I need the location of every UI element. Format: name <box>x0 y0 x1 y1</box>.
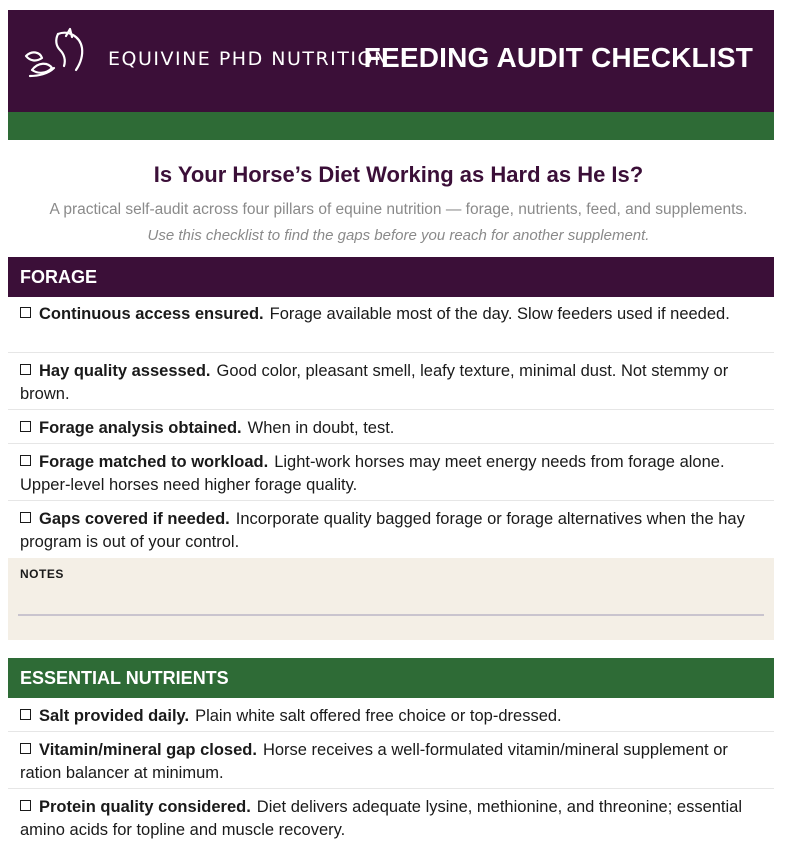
header-stripe <box>8 112 774 140</box>
item-text: Good color, pleasant smell, leafy texture, minimal dust. Not stemmy or brown. <box>20 362 729 403</box>
checkbox-icon[interactable] <box>20 800 31 811</box>
checklist-item <box>8 357 774 410</box>
checkbox-icon[interactable] <box>20 307 31 318</box>
notes-box[interactable] <box>8 558 774 640</box>
item-text: Forage available most of the day. Slow feeders used if needed. <box>269 305 730 323</box>
checklist-item <box>8 736 774 789</box>
item-lead: Gaps covered if needed. <box>39 510 230 528</box>
item-text: Plain white salt offered free choice or top-dressed. <box>195 707 562 725</box>
subheadline: A practical self-audit across four pillars of equine nutrition — forage, nutrients, feed, and supplements. <box>49 201 748 218</box>
headline: Is Your Horse’s Diet Working as Hard as He Is? <box>153 162 644 187</box>
intro-note: Use this checklist to find the gaps before you reach for another supplement. <box>147 227 650 244</box>
item-text: Light-work horses may meet energy needs from forage alone. Upper-level horses need higher forage quality. <box>20 453 725 494</box>
item-lead: Vitamin/mineral gap closed. <box>39 741 257 759</box>
horse-head-leaf-logo-icon <box>22 26 92 82</box>
checklist-item <box>8 793 774 846</box>
item-lead: Forage analysis obtained. <box>39 419 242 437</box>
checklist-item <box>8 414 774 444</box>
item-text: Incorporate quality bagged forage or forage alternatives when the hay program is out of your control. <box>20 510 745 551</box>
item-lead: Protein quality considered. <box>39 798 251 816</box>
notes-label: NOTES <box>20 567 64 581</box>
notes-writing-line <box>18 614 764 616</box>
item-text: When in doubt, test. <box>247 419 395 437</box>
document-title: FEEDING AUDIT CHECKLIST <box>363 42 753 73</box>
checklist-item <box>8 505 774 558</box>
item-lead: Continuous access ensured. <box>39 305 264 323</box>
checkbox-icon[interactable] <box>20 364 31 375</box>
item-lead: Salt provided daily. <box>39 707 190 725</box>
item-lead: Forage matched to workload. <box>39 453 269 471</box>
checkbox-icon[interactable] <box>20 743 31 754</box>
checkbox-icon[interactable] <box>20 709 31 720</box>
item-text: Diet delivers adequate lysine, methionine, and threonine; essential amino acids for topline and muscle recovery. <box>20 798 743 839</box>
brand-name: EQUIVINE PHD NUTRITION <box>108 48 390 70</box>
item-text: Horse receives a well-formulated vitamin/mineral supplement or ration balancer at minimum. <box>20 741 728 782</box>
checklist-item <box>8 702 774 732</box>
checklist-item <box>8 448 774 501</box>
section-header-forage: FORAGE <box>8 257 774 297</box>
section-header-essential-nutrients: ESSENTIAL NUTRIENTS <box>8 658 774 698</box>
checkbox-icon[interactable] <box>20 455 31 466</box>
checklist-item <box>8 300 774 353</box>
item-lead: Hay quality assessed. <box>39 362 211 380</box>
checkbox-icon[interactable] <box>20 512 31 523</box>
checkbox-icon[interactable] <box>20 421 31 432</box>
